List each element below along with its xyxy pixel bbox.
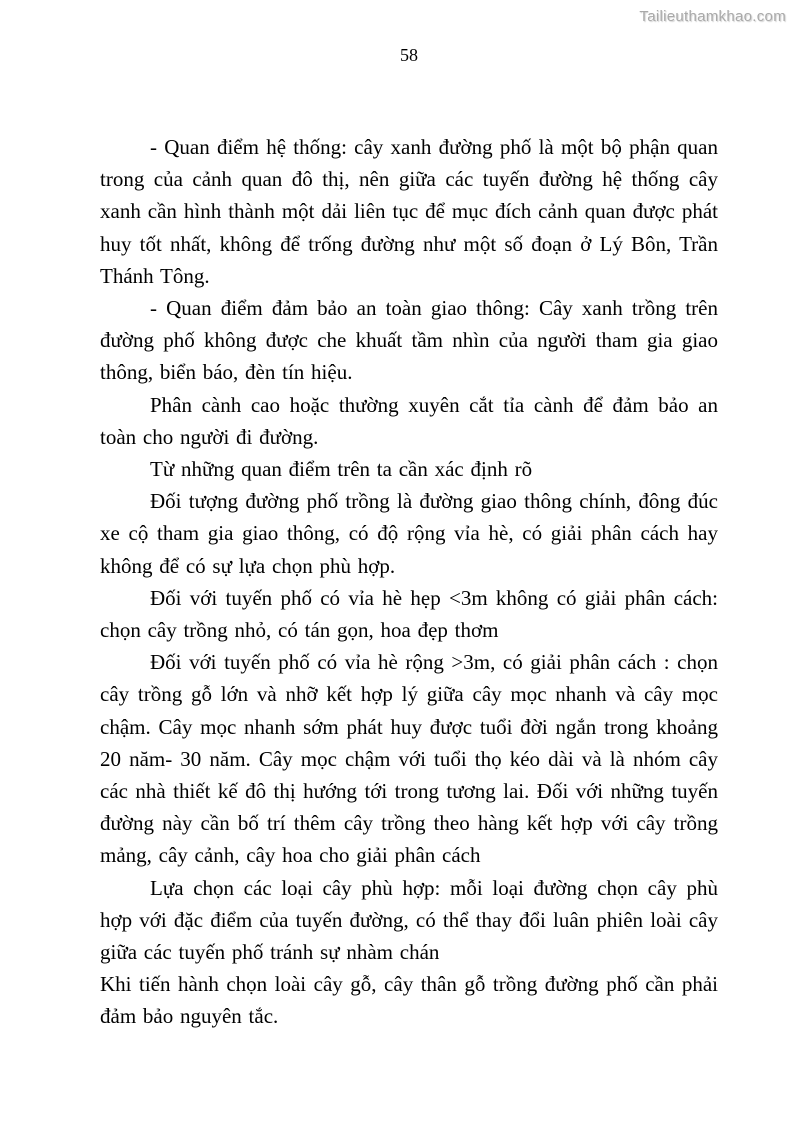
paragraph: - Quan điểm đảm bảo an toàn giao thông: Cây xanh trồng trên đường phố không được che khuất tầm nhìn của người tham gia giao thông, biển báo, đèn tín hiệu. [100,296,718,385]
paragraph: Lựa chọn các loại cây phù hợp: mỗi loại đường chọn cây phù hợp với đặc điểm của tuyến đường, có thể thay đổi luân phiên loài cây giữa các tuyến phố tránh sự nhàm chán [100,875,718,965]
paragraph: Phân cành cao hoặc thường xuyên cắt tỉa cành để đảm bảo an toàn cho người đi đường. [100,392,718,449]
paragraph: Đối tượng đường phố trồng là đường giao thông chính, đông đúc xe cộ tham gia giao thông, có độ rộng vỉa hè, có giải phân cách hay không để có sự lựa chọn phù hợp. [100,489,718,578]
paragraph: Từ những quan điểm trên ta cần xác định rõ [150,457,533,482]
paragraph: Đối với tuyến phố có vỉa hè hẹp <3m không có giải phân cách: chọn cây trồng nhỏ, có tán gọn, hoa đẹp thơm [100,585,718,643]
paragraph: Khi tiến hành chọn loài cây gỗ, cây thân gỗ trồng đường phố cần phải đảm bảo nguyên tắc. [100,972,718,1029]
page-number: 58 [400,45,418,65]
paragraph: Đối với tuyến phố có vỉa hè rộng >3m, có giải phân cách : chọn cây trồng gỗ lớn và nhỡ kết hợp lý giữa cây mọc nhanh và cây mọc chậm. Cây mọc nhanh sớm phát huy được tuổi đời ngắn trong khoảng 20 năm- 30 năm. Cây mọc chậm với tuổi thọ kéo dài và là nhóm cây các nhà thiết kế đô thị hướng tới trong tương lai. Đối với những tuyến đường này cần bố trí thêm cây trồng theo hàng kết hợp với cây trồng mảng, cây cảnh, cây hoa cho giải phân cách [100,650,718,868]
watermark: Tailieuthamkhao.com [639,8,786,25]
paragraph: - Quan điểm hệ thống: cây xanh đường phố là một bộ phận quan trong của cảnh quan đô thị, nên giữa các tuyến đường hệ thống cây xanh cần hình thành một dải liên tục để mục đích cảnh quan được phát huy tốt nhất, không để trống đường như một số đoạn ở Lý Bôn, Trần Thánh Tông. [100,135,718,288]
document-body [100,131,718,1033]
